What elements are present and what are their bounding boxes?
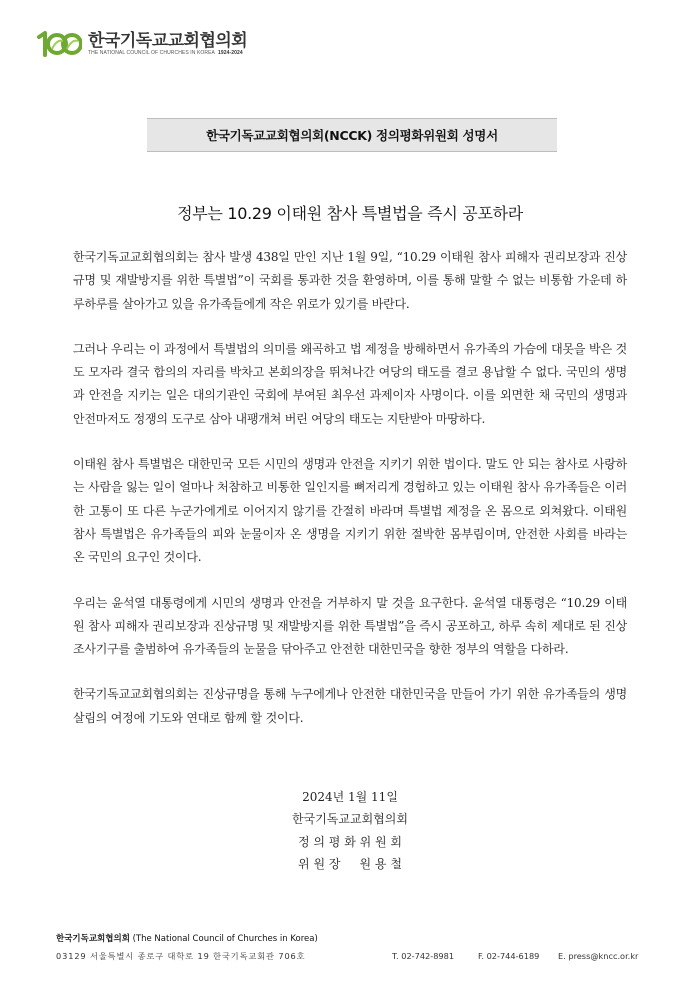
- paragraph-5: 한국기독교교회협의회는 진상규명을 통해 누구에게나 안전한 대한민국을 만들어 가기 위한 유가족들의 생명살림의 여정에 기도와 연대로 함께 할 것이다.: [73, 687, 627, 725]
- signature-block: [250, 786, 450, 875]
- paragraph-4: 우리는 윤석열 대통령에게 시민의 생명과 안전을 거부하지 말 것을 요구한다. 윤석열 대통령은 “10.29 이태원 참사 피해자 권리보장과 진상규명 및 재발방지를 위한 특별법”을 즉시 공포하고, 하루 속히 제대로 된 진상조사기구를 출범하여 유가족들의 눈물을 닦아주고 안전한 대한민국을 향한 정부의 역할을 다하라.: [73, 595, 627, 657]
- footer-address: 03129 서울특별시 종로구 대학로 19 한국기독교회관 706호: [56, 951, 306, 961]
- ncck-100-emblem: [36, 29, 82, 59]
- signature-org: 한국기독교교회협의회: [292, 812, 408, 827]
- paragraph-1: 한국기독교교회협의회는 참사 발생 438일 만인 지난 1월 9일, “10.29 이태원 참사 피해자 권리보장과 진상규명 및 재발방지를 위한 특별법”이 국회를 통과한 것을 환영하며, 이를 통해 말할 수 없는 비통함 가운데 하루하루를 살아가고 있을 유가족들에게 작은 위로가 있기를 바란다.: [73, 250, 627, 311]
- logo-title: 한국기독교교회협의회: [88, 30, 248, 51]
- footer-org-ko: 한국기독교회협의회: [56, 934, 130, 944]
- footer: [56, 933, 656, 963]
- logo-subtitle: THE NATIONAL COUNCIL OF CHURCHES IN KOREA: [88, 49, 215, 56]
- signature-chair: 위 원 장 원 용 철: [298, 856, 402, 871]
- footer-org: [56, 933, 656, 945]
- paragraph-2: 그러나 우리는 이 과정에서 특별법의 의미를 왜곡하고 법 제정을 방해하면서 유가족의 가슴에 대못을 박은 것도 모자라 결국 합의의 자리를 박차고 본회의장을 뛰쳐나간 여당의 태도를 결코 용납할 수 없다. 국민의 생명과 안전을 지키는 일은 대의기관인 국회에 부여된 최우선 과제이자 사명이다. 이를 외면한 채 국민의 생명과 안전마저도 정쟁의 도구로 삼아 내팽개쳐 버린 여당의 태도는 지탄받아 마땅하다.: [73, 341, 627, 426]
- footer-tel: T. 02-742-8981: [392, 951, 455, 961]
- signature-date: 2024년 1월 11일: [302, 790, 398, 804]
- statement-banner: 한국기독교교회협의회(NCCK) 정의평화위원회 성명서: [147, 118, 557, 152]
- statement-headline: 정부는 10.29 이태원 참사 특별법을 즉시 공포하라: [177, 204, 523, 223]
- footer-contact: [56, 949, 656, 963]
- signature-committee: 정 의 평 화 위 원 회: [297, 834, 403, 849]
- statement-body: [73, 246, 627, 752]
- ncck-logo: [36, 28, 247, 60]
- paragraph-3: 이태원 참사 특별법은 대한민국 모든 시민의 생명과 안전을 지키기 위한 법이다. 말도 안 되는 참사로 사랑하는 사람을 잃는 일이 얼마나 처참하고 비통한 일인지를 뼈저리게 경험하고 있는 이태원 참사 유가족들은 이러한 고통이 또 다른 누군가에게로 이어지지 않기를 간절히 바라며 특별법 제정을 온 몸으로 외쳐왔다. 이태원 참사 특별법은 유가족들의 피와 눈물이자 온 생명을 지키기 위한 절박한 몸부림이며, 안전한 사회를 바라는 온 국민의 요구인 것이다.: [73, 457, 627, 565]
- logo-years: 1924-2024: [217, 49, 243, 56]
- footer-email: E. press@kncc.or.kr: [558, 951, 639, 961]
- footer-org-en: (The National Council of Churches in Korea): [132, 934, 318, 944]
- footer-fax: F. 02-744-6189: [478, 951, 540, 961]
